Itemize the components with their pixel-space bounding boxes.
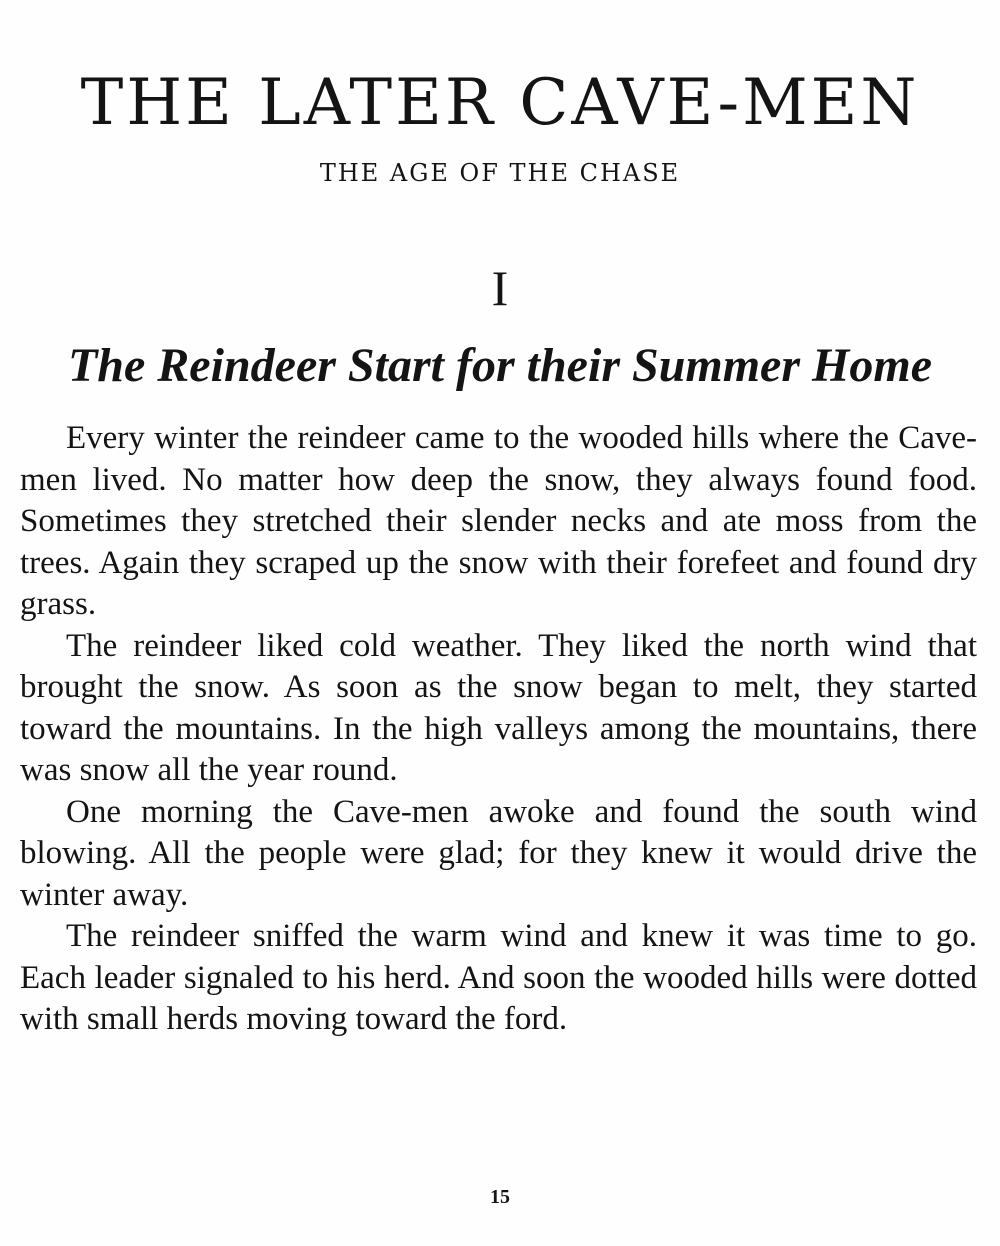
book-title: THE LATER CAVE-MEN [80, 66, 920, 140]
paragraph: One morning the Cave-men awoke and found the south wind blowing. All the people were glad; for they knew it would drive the winter away. [20, 793, 977, 913]
chapter-number: I [491, 260, 509, 316]
paragraph: The reindeer sniffed the warm wind and knew it was time to go. Each leader signaled to his herd. And soon the wooded hills were dotted with small herds moving toward the ford. [20, 918, 977, 1037]
chapter-title: The Reindeer Start for their Summer Home [67, 339, 933, 392]
body-text [20, 418, 977, 1041]
subtitle: THE AGE OF THE CHASE [319, 159, 681, 187]
page-number: 15 [490, 1186, 510, 1208]
paragraph: Every winter the reindeer came to the wooded hills where the Cave-men lived. No matter how deep the snow, they always found food. Sometimes they stretched their slender necks and ate moss from the trees. Again they scraped up the snow with their forefeet and found dry grass. [20, 420, 977, 622]
paragraph: The reindeer liked cold weather. They liked the north wind that brought the snow. As soon as the snow began to melt, they started toward the mountains. In the high valleys among the mountains, there was snow all the year round. [20, 627, 977, 788]
